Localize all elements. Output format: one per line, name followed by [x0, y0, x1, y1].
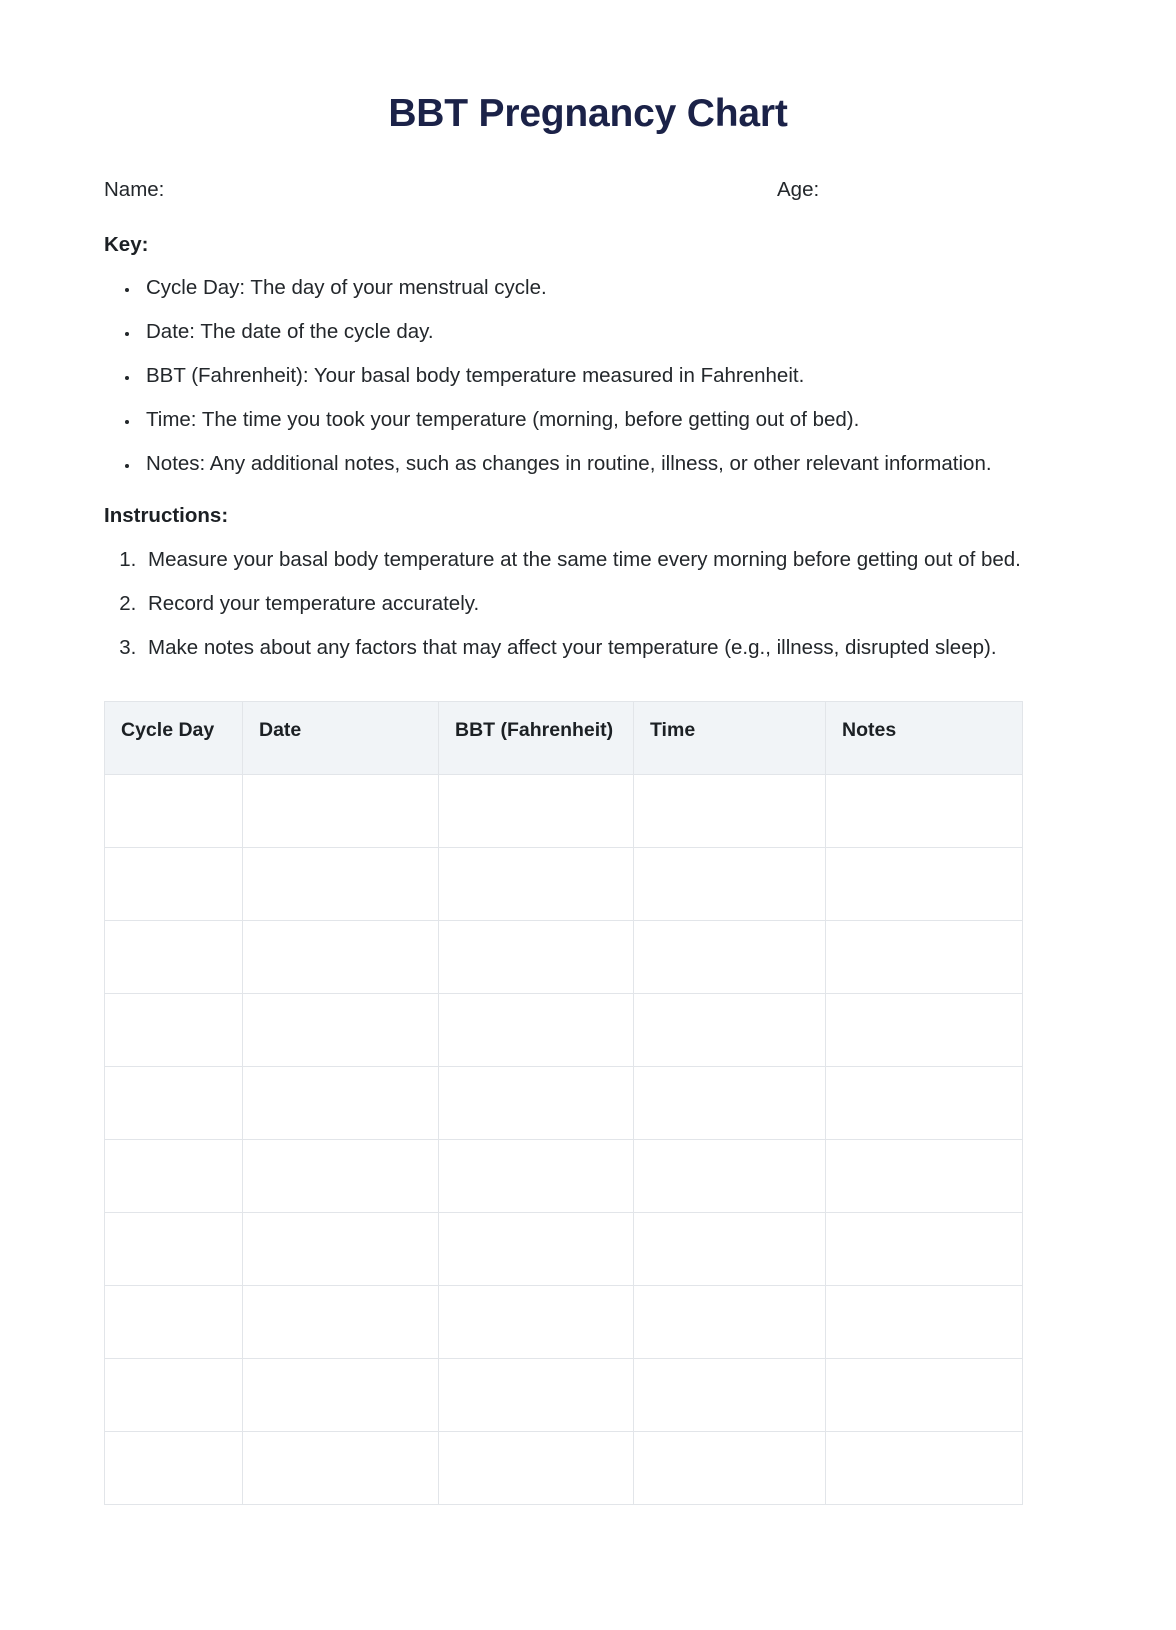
bbt-log-table [104, 701, 1023, 1505]
cell-cycle-day[interactable] [105, 920, 243, 993]
cell-notes[interactable] [826, 993, 1023, 1066]
instructions-list [104, 547, 1072, 660]
table-row [105, 1066, 1023, 1139]
column-header-cycle-day: Cycle Day [105, 701, 243, 774]
list-item: • BBT (Fahrenheit): Your basal body temperature measured in Fahrenheit. [140, 363, 1072, 389]
cell-cycle-day[interactable] [105, 1431, 243, 1504]
key-heading: Key: [104, 232, 149, 256]
cell-cycle-day[interactable] [105, 1358, 243, 1431]
cell-cycle-day[interactable] [105, 774, 243, 847]
cell-time[interactable] [634, 1139, 826, 1212]
cell-notes[interactable] [826, 1066, 1023, 1139]
list-item: • Notes: Any additional notes, such as changes in routine, illness, or other relevant information. [140, 451, 1072, 477]
cell-date[interactable] [243, 1285, 439, 1358]
cell-bbt[interactable] [439, 1358, 634, 1431]
cell-date[interactable] [243, 774, 439, 847]
cell-date[interactable] [243, 1431, 439, 1504]
list-item: • Date: The date of the cycle day. [140, 319, 1072, 345]
instructions-heading: Instructions: [104, 504, 229, 528]
list-item: • Time: The time you took your temperature (morning, before getting out of bed). [140, 407, 1072, 433]
cell-bbt[interactable] [439, 1139, 634, 1212]
cell-time[interactable] [634, 993, 826, 1066]
table-row [105, 1285, 1023, 1358]
cell-notes[interactable] [826, 920, 1023, 993]
cell-notes[interactable] [826, 1212, 1023, 1285]
cell-cycle-day[interactable] [105, 993, 243, 1066]
cell-date[interactable] [243, 993, 439, 1066]
table-row [105, 993, 1023, 1066]
table-row [105, 1212, 1023, 1285]
table-header [105, 701, 1023, 774]
table-row [105, 1139, 1023, 1212]
cell-time[interactable] [634, 847, 826, 920]
cell-notes[interactable] [826, 1358, 1023, 1431]
cell-bbt[interactable] [439, 993, 634, 1066]
list-item: • Cycle Day: The day of your menstrual cycle. [140, 275, 1072, 301]
cell-date[interactable] [243, 1139, 439, 1212]
list-item: 2. Record your temperature accurately. [142, 591, 1072, 617]
cell-cycle-day[interactable] [105, 1212, 243, 1285]
list-item: 1. Measure your basal body temperature at the same time every morning before getting out of bed. [142, 547, 1072, 573]
table-body [105, 774, 1023, 1504]
cell-date[interactable] [243, 920, 439, 993]
cell-bbt[interactable] [439, 920, 634, 993]
cell-bbt[interactable] [439, 1431, 634, 1504]
table-row [105, 847, 1023, 920]
table-header-row [105, 701, 1023, 774]
table-row [105, 1431, 1023, 1504]
age-label: Age: [777, 177, 820, 201]
column-header-date: Date [243, 701, 439, 774]
column-header-time: Time [634, 701, 826, 774]
table-row [105, 920, 1023, 993]
cell-notes[interactable] [826, 774, 1023, 847]
cell-time[interactable] [634, 1212, 826, 1285]
cell-cycle-day[interactable] [105, 1066, 243, 1139]
cell-bbt[interactable] [439, 774, 634, 847]
cell-notes[interactable] [826, 1431, 1023, 1504]
cell-time[interactable] [634, 920, 826, 993]
cell-cycle-day[interactable] [105, 1285, 243, 1358]
key-list [104, 275, 1072, 476]
cell-date[interactable] [243, 1212, 439, 1285]
cell-time[interactable] [634, 1285, 826, 1358]
column-header-bbt: BBT (Fahrenheit) [439, 701, 634, 774]
page-title: BBT Pregnancy Chart [388, 92, 788, 135]
table-row [105, 1358, 1023, 1431]
cell-date[interactable] [243, 847, 439, 920]
cell-notes[interactable] [826, 847, 1023, 920]
name-label: Name: [104, 177, 165, 201]
cell-notes[interactable] [826, 1139, 1023, 1212]
identity-row [104, 176, 1072, 205]
cell-time[interactable] [634, 774, 826, 847]
cell-cycle-day[interactable] [105, 1139, 243, 1212]
cell-time[interactable] [634, 1358, 826, 1431]
cell-time[interactable] [634, 1431, 826, 1504]
cell-bbt[interactable] [439, 1212, 634, 1285]
table-row [105, 774, 1023, 847]
column-header-notes: Notes [826, 701, 1023, 774]
cell-bbt[interactable] [439, 1066, 634, 1139]
cell-date[interactable] [243, 1066, 439, 1139]
cell-time[interactable] [634, 1066, 826, 1139]
cell-bbt[interactable] [439, 847, 634, 920]
cell-notes[interactable] [826, 1285, 1023, 1358]
list-item: 3. Make notes about any factors that may affect your temperature (e.g., illness, disrupted sleep). [142, 635, 1072, 661]
cell-bbt[interactable] [439, 1285, 634, 1358]
cell-date[interactable] [243, 1358, 439, 1431]
cell-cycle-day[interactable] [105, 847, 243, 920]
